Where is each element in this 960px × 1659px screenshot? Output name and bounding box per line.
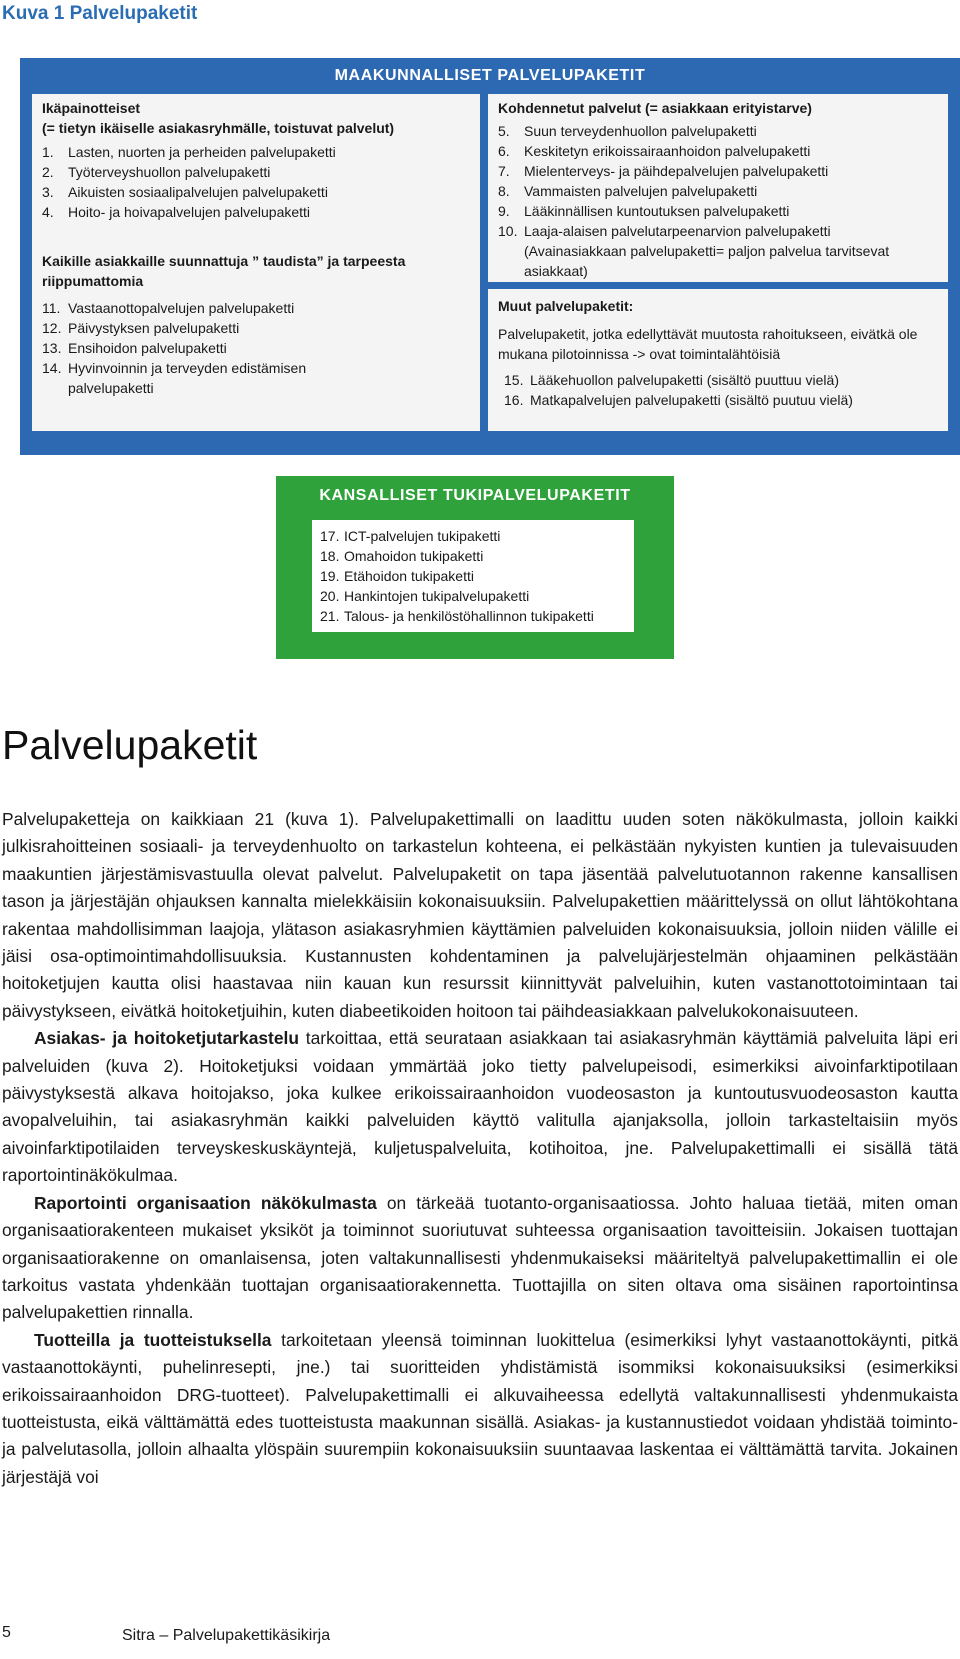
targeted-services-panel (488, 94, 948, 282)
list-item: 5. Suun terveydenhuollon palvelupaketti (498, 123, 757, 139)
document-title: Sitra – Palvelupakettikäsikirja (122, 1627, 331, 1644)
list-item: 7. Mielenterveys- ja päihdepalvelujen palvelupaketti (498, 163, 829, 179)
paragraph-lead: Asiakas- ja hoitoketjutarkastelu (34, 1028, 299, 1049)
list-item: 3. Aikuisten sosiaalipalvelujen palvelupaketti (42, 184, 328, 200)
national-packages-list (320, 526, 626, 626)
list-item: 6. Keskitetyn erikoissairaanhoidon palvelupaketti (498, 143, 811, 159)
age-group-subheading: (= tietyn ikäiselle asiakasryhmälle, toistuvat palvelut) (42, 120, 395, 136)
list-item: 12. Päivystyksen palvelupaketti (42, 320, 240, 336)
list-item: 10. Laaja-alaisen palvelutarpeenarvion palvelupaketti (Avainasiakkaan palvelupaketti= paljon palvelua tarvitsevat asiakkaat) (498, 223, 890, 279)
section-title: Palvelupaketit (2, 722, 258, 768)
other-packages-description: Palvelupaketit, jotka edellyttävät muutosta rahoitukseen, eivätkä ole mukana pilotoinnissa -> ovat toimintalähtöisiä (498, 326, 918, 362)
age-group-panel (32, 94, 480, 431)
figure-caption: Kuva 1 Palvelupaketit (2, 3, 198, 24)
list-item: 2. Työterveyshuollon palvelupaketti (42, 164, 271, 180)
paragraph: Palvelupaketteja on kaikkiaan 21 (kuva 1). Palvelupakettimalli on laadittu uuden soten näkökulmasta, jolloin kaikki julkisrahoitteinen sosiaali- ja terveydenhuolto on tarkastelun kohteena, ei pelkästään nykyisten kuntien ja tulevaisuuden maakuntien järjestämisvastuulla olevat palvelut. Palvelupaketit on tapa jäsentää palvelutuotannon rakenne kansallisen tason ja järjestäjän ohjauksen kannalta mielekkäisiin kokonaisuuksiin. Palvelupakettien määrittelyssä on ollut lähtökohtana rakentaa mahdollisimman laajoja, ylätason asiakasryhmien käyttämien palveluiden kokonaisuuksia, jolloin niiden välille ei jäisi osa-optimointimahdollisuuksia. Kustannusten kohdentaminen ja palvelujärjestelmän ohjaaminen pelkästään hoitoketjujen kautta olisi haastavaa niin kauan kun resurssit kiinnittyvät palveluihin, kuten vastanottotoimintaan tai päivystykseen, eivätkä hoitoketjuihin, kuten diabeetikoiden hoitoon tai päihdeasiakkaan palvelukokonaisuuteen. (2, 809, 958, 1021)
age-group-list (42, 142, 470, 222)
regional-packages-frame (20, 58, 960, 455)
list-item: 13. Ensihoidon palvelupaketti (42, 340, 227, 356)
list-item: 20. Hankintojen tukipalvelupaketti (320, 588, 530, 604)
other-packages-list (498, 370, 938, 410)
page-number: 5 (2, 1624, 11, 1641)
list-item: 11. Vastaanottopalvelujen palvelupaketti (42, 300, 295, 316)
targeted-services-heading: Kohdennetut palvelut (= asiakkaan erityistarve) (498, 100, 812, 116)
all-clients-heading: Kaikille asiakkaille suunnattuja ” taudista” ja tarpeesta riippumattomia (42, 253, 406, 289)
other-packages-panel (488, 289, 948, 431)
list-item: 15. Lääkehuollon palvelupaketti (sisältö puuttuu vielä) (504, 372, 839, 388)
age-group-heading: Ikäpainotteiset (42, 100, 141, 116)
national-packages-frame (276, 476, 674, 659)
list-item: 19. Etähoidon tukipaketti (320, 568, 474, 584)
other-packages-heading: Muut palvelupaketit: (498, 298, 634, 314)
list-item: 18. Omahoidon tukipaketti (320, 548, 484, 564)
paragraph-lead: Raportointi organisaation näkökulmasta (34, 1192, 377, 1213)
list-item: 17. ICT-palvelujen tukipaketti (320, 528, 501, 544)
list-item: 9. Lääkinnällisen kuntoutuksen palvelupaketti (498, 203, 790, 219)
national-packages-panel (312, 520, 634, 632)
body-text (2, 806, 958, 1491)
list-item: 1. Lasten, nuorten ja perheiden palvelupaketti (42, 144, 336, 160)
list-item: 4. Hoito- ja hoivapalvelujen palvelupaketti (42, 204, 311, 220)
paragraph: Tuotteilla ja tuotteistuksella tarkoitetaan yleensä toiminnan luokittelua (esimerkiksi lyhyt vastaanottokäynti, pitkä vastaanottokäynti, puhelinresepti, jne.) tai suoritteiden yhdistämistä isommiksi kokonaisuuksiksi (esimerkiksi erikoissairaanhoidon DRG-tuotteet). Palvelupakettimalli ei alkuvaiheessa edellytä valtakunnallisesti yhdenmukaista tuotteistusta, eikä välttämättä edes tuotteistusta maakunnan sisällä. Asiakas- ja kustannustiedot voidaan yhdistää toiminto- ja palvelutasolla, jolloin alhaalta ylöspäin suurempiin kokonaisuuksiin suuntaavaa laskentaa ei välttämättä tarvita. Jokainen järjestäjä voi (2, 1329, 958, 1487)
paragraph-lead: Tuotteilla ja tuotteistuksella (34, 1329, 272, 1350)
regional-packages-title: MAAKUNNALLISET PALVELUPAKETIT (334, 67, 646, 84)
paragraph: Raportointi organisaation näkökulmasta on tärkeää tuotanto-organisaatiossa. Johto haluaa tietää, miten oman organisaatiorakenteen mukaiset yksiköt ja toiminnot suoriutuvat suhteessa organisaation tavoitteisiin. Jokaisen tuottajan organisaatiorakenne on omanlaisensa, joten valtakunnallisesti yhdenmukaiseksi määriteltyä palvelupakettimallin ei ole tarkoitus vastata yhdenkään tuottajan organisaatiorakennetta. Tuottajilla on siten oltava oma sisäinen raportointinsa palvelupakettien rinnalla. (2, 1192, 958, 1323)
national-packages-title: KANSALLISET TUKIPALVELUPAKETIT (319, 487, 631, 504)
list-item: 14. Hyvinvoinnin ja terveyden edistämisen palvelupaketti (42, 360, 307, 396)
list-item: 21. Talous- ja henkilöstöhallinnon tukipaketti (320, 608, 594, 624)
paragraph: Asiakas- ja hoitoketjutarkastelu tarkoittaa, että seurataan asiakkaan tai asiakasryhmän käyttämiä palveluita läpi eri palveluiden (kuva 2). Hoitoketjuksi voidaan ymmärtää joko tietty palvelupeisodi, esimerkiksi aivoinfarktipotilaan päivystyksestä alkava hoitojakso, joka kulkee erikoissairaanhoidon vuodeosaston ja kuntoutusvuodeosaston kautta avopalveluihin, tai asiakasryhmän kaikki palveluiden käyttö valitulla ajanjaksolla, jolloin tarkasteltaisiin myös aivoinfarktipotilaiden terveyskeskuskäyntejä, kuljetuspalveluita, kotihoitoa, jne. Palvelupakettimalli ei sisällä tätä raportointinäkökulmaa. (2, 1028, 958, 1186)
targeted-services-list (498, 121, 938, 281)
all-clients-list (42, 298, 470, 398)
list-item: 16. Matkapalvelujen palvelupaketti (sisältö puutuu vielä) (504, 392, 853, 408)
list-item: 8. Vammaisten palvelujen palvelupaketti (498, 183, 758, 199)
